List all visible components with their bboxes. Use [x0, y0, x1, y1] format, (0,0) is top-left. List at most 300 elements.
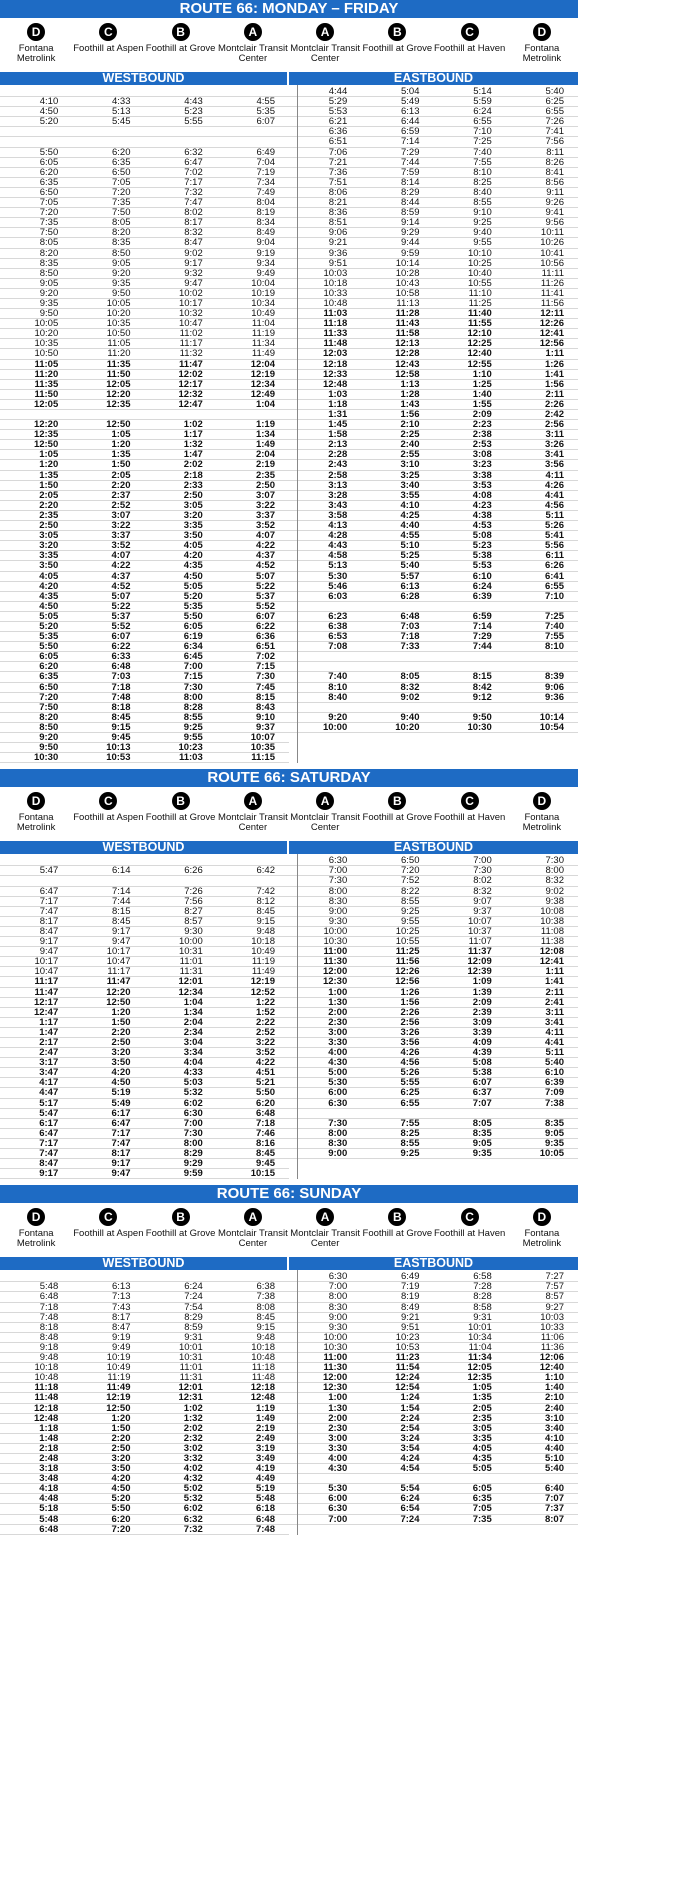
time-cell: 8:08: [256, 1301, 275, 1313]
time-cell: 10:23: [178, 742, 203, 754]
time-cell: 7:50: [39, 227, 59, 239]
time-cell: 6:22: [255, 620, 275, 632]
time-cell: 3:10: [544, 1412, 564, 1424]
time-cell: 6:37: [472, 1087, 492, 1099]
time-cell: 6:48: [255, 1513, 275, 1525]
time-cell: 4:41: [544, 1036, 564, 1048]
time-cell: 7:47: [39, 1148, 59, 1159]
time-cell: 6:53: [328, 631, 348, 643]
time-cell: 8:58: [473, 1301, 492, 1313]
time-cell: [0, 876, 72, 885]
time-cell: 6:33: [111, 651, 131, 663]
time-cell: 11:47: [106, 976, 131, 988]
time-cell: 11:23: [395, 1352, 420, 1364]
time-cell: [289, 662, 361, 671]
time-cell: 6:48: [400, 610, 420, 622]
time-cell: 8:19: [401, 1291, 420, 1303]
time-cell: 2:22: [255, 1016, 275, 1028]
stop-label: [72, 1208, 144, 1257]
time-cell: 8:20: [39, 247, 59, 259]
stop-label: [434, 1208, 506, 1257]
time-cell: 11:30: [323, 1362, 348, 1374]
time-cell: 1:20: [39, 459, 59, 471]
time-cell: 7:05: [472, 1503, 492, 1515]
time-cell: 12:50: [106, 1402, 131, 1414]
time-cell: 5:56: [544, 540, 564, 552]
time-cell: 11:05: [34, 358, 59, 370]
time-cell: 1:56: [544, 378, 564, 390]
time-cell: 4:05: [39, 570, 59, 582]
time-cell: 8:20: [112, 227, 131, 239]
time-cell: 1:40: [472, 388, 492, 400]
time-cell: 2:34: [183, 1026, 203, 1038]
time-cell: 2:28: [328, 449, 348, 461]
time-cell: [217, 876, 289, 885]
time-cell: 7:17: [111, 1127, 131, 1139]
time-cell: 12:06: [539, 1352, 564, 1364]
schedule-section: [0, 0, 578, 769]
time-cell: 4:55: [256, 96, 275, 108]
time-cell: 8:56: [545, 176, 564, 188]
time-cell: 11:05: [107, 338, 131, 350]
time-cell: 11:28: [395, 308, 420, 320]
time-cell: 11:47: [34, 986, 59, 998]
time-cell: 3:49: [255, 1452, 275, 1464]
time-cell: 10:03: [540, 1311, 564, 1323]
time-cell: 10:33: [323, 287, 348, 299]
time-cell: 7:28: [473, 1281, 492, 1293]
time-cell: 5:50: [39, 146, 59, 158]
time-cell: 1:18: [39, 1422, 59, 1434]
time-cell: 7:30: [183, 681, 203, 693]
time-cell: 12:40: [467, 348, 492, 360]
time-cell: 1:25: [472, 378, 492, 390]
time-cell: 12:05: [33, 398, 59, 410]
time-cell: 4:55: [400, 530, 420, 542]
time-cell: 7:24: [184, 1291, 203, 1303]
time-cell: 12:19: [250, 368, 275, 380]
time-cell: [72, 876, 144, 885]
stop-label: [145, 792, 217, 841]
time-cell: 1:20: [111, 439, 131, 451]
time-cell: 4:26: [400, 1047, 420, 1059]
time-cell: 12:09: [467, 956, 492, 968]
time-cell: 10:05: [539, 1148, 564, 1159]
time-cell: 6:42: [256, 865, 275, 877]
time-cell: 9:55: [473, 237, 492, 249]
time-cell: 8:10: [544, 641, 564, 653]
time-cell: 5:26: [400, 1067, 420, 1079]
time-cell: 5:45: [112, 116, 131, 128]
time-cell: 8:02: [473, 875, 492, 887]
time-cell: 10:47: [178, 318, 203, 330]
time-cell: 6:48: [111, 661, 131, 673]
time-cell: 6:24: [472, 580, 492, 592]
time-cell: 4:52: [255, 560, 275, 572]
time-cell: 3:11: [545, 1006, 564, 1018]
time-cell: 4:30: [328, 1057, 348, 1069]
time-cell: 3:25: [400, 469, 420, 481]
time-cell: 8:07: [544, 1513, 564, 1525]
time-cell: 12:11: [540, 308, 564, 320]
time-cell: 4:20: [111, 1067, 131, 1079]
stop-letter-badge: A: [316, 1208, 334, 1226]
time-cell: 5:38: [472, 1067, 492, 1079]
time-cell: 5:50: [111, 1503, 131, 1515]
time-cell: 9:40: [473, 227, 492, 239]
time-cell: 4:04: [183, 1057, 203, 1069]
stop-label: [434, 792, 506, 841]
time-cell: 10:30: [33, 752, 59, 764]
time-cell: 7:59: [401, 166, 420, 178]
time-cell: 7:17: [39, 1137, 59, 1149]
time-cell: 10:14: [395, 257, 420, 269]
table-row: [289, 1393, 578, 1403]
time-cell: 2:25: [400, 429, 420, 441]
time-cell: 9:00: [328, 905, 348, 917]
time-cell: 7:00: [328, 1281, 348, 1293]
time-cell: 9:25: [401, 905, 420, 917]
time-cell: 1:35: [472, 1392, 492, 1404]
time-cell: 4:22: [255, 1057, 275, 1069]
time-cell: 7:04: [256, 156, 275, 168]
time-cell: 10:49: [106, 1362, 131, 1374]
time-cell: 12:55: [467, 358, 492, 370]
time-cell: [289, 602, 361, 611]
stop-name: Foothill at Haven: [433, 1228, 506, 1240]
time-cell: 10:35: [106, 318, 131, 330]
time-cell: 7:17: [184, 176, 203, 188]
time-cell: 1:41: [544, 368, 564, 380]
time-cell: 12:56: [539, 338, 564, 350]
time-cell: 4:10: [400, 499, 420, 511]
time-cell: 7:33: [400, 641, 420, 653]
time-cell: 5:50: [39, 641, 59, 653]
time-cell: 12:17: [178, 378, 203, 390]
time-cell: 7:27: [545, 1271, 564, 1283]
time-cell: 7:08: [328, 641, 348, 653]
time-cell: 8:41: [545, 166, 564, 178]
time-cell: 3:48: [39, 1473, 59, 1485]
time-cell: 12:20: [106, 388, 131, 400]
time-cell: 11:10: [468, 287, 492, 299]
time-cell: 6:21: [328, 116, 348, 128]
time-cell: 12:33: [322, 368, 348, 380]
time-cell: 4:50: [111, 1077, 131, 1089]
time-cell: 11:08: [540, 925, 564, 937]
time-cell: 8:16: [255, 1137, 275, 1149]
time-cell: 4:48: [39, 1493, 59, 1505]
stop-letter-badge: B: [388, 1208, 406, 1226]
time-cell: 5:55: [184, 116, 203, 128]
section-title: ROUTE 66: SATURDAY: [0, 769, 578, 787]
time-cell: 5:50: [183, 610, 203, 622]
time-cell: 5:30: [328, 1483, 348, 1495]
westbound-label: WESTBOUND: [0, 72, 287, 85]
time-cell: 2:58: [328, 469, 348, 481]
time-cell: [145, 137, 217, 146]
time-cell: 11:41: [540, 287, 564, 299]
time-cell: 12:30: [322, 976, 348, 988]
time-cell: 5:41: [544, 530, 564, 542]
time-cell: 10:31: [178, 1352, 203, 1364]
time-cell: 12:05: [467, 1362, 492, 1374]
time-cell: 8:00: [545, 865, 564, 877]
time-cell: 4:44: [328, 86, 348, 97]
time-cell: 7:41: [545, 126, 564, 138]
time-cell: 1:52: [255, 1006, 275, 1018]
time-cell: 8:18: [111, 701, 131, 713]
time-cell: 1:48: [39, 1432, 59, 1444]
time-cell: 6:24: [473, 106, 492, 118]
time-cell: 8:49: [401, 1301, 420, 1313]
time-cell: 8:05: [112, 217, 131, 229]
time-cell: 10:19: [106, 1352, 131, 1364]
time-cell: 1:45: [328, 419, 348, 431]
table-row: [0, 1393, 289, 1403]
time-cell: 7:51: [328, 176, 348, 188]
time-cell: 11:11: [541, 267, 564, 279]
section-title: ROUTE 66: MONDAY – FRIDAY: [0, 0, 578, 18]
time-cell: 4:54: [400, 1463, 420, 1475]
time-cell: 4:05: [183, 540, 203, 552]
time-cell: 10:18: [251, 1341, 275, 1353]
eastbound-table: [289, 85, 578, 763]
time-cell: 7:00: [183, 1117, 203, 1129]
time-cell: 11:01: [179, 956, 203, 968]
time-cell: 6:05: [39, 651, 59, 663]
time-cell: 11:26: [540, 277, 564, 289]
time-cell: 8:17: [39, 915, 59, 927]
time-cell: 11:17: [107, 966, 131, 978]
time-cell: 3:35: [183, 520, 203, 532]
time-cell: 9:49: [112, 1341, 131, 1353]
time-cell: 8:50: [39, 267, 59, 279]
time-cell: 5:46: [328, 580, 348, 592]
eastbound-label: EASTBOUND: [289, 841, 578, 854]
time-cell: 1:41: [544, 976, 564, 988]
time-cell: 8:06: [328, 186, 348, 198]
time-cell: 11:00: [323, 1352, 348, 1364]
time-cell: 2:50: [111, 1442, 131, 1454]
stop-label: [289, 792, 361, 841]
time-cell: 1:18: [328, 398, 348, 410]
time-cell: 8:22: [401, 885, 420, 897]
time-cell: 5:03: [183, 1077, 203, 1089]
time-cell: 6:20: [39, 166, 59, 178]
time-cell: 3:07: [255, 489, 275, 501]
time-cell: 11:49: [251, 348, 275, 360]
time-cell: 4:02: [183, 1463, 203, 1475]
time-cell: 12:32: [178, 388, 203, 400]
time-cell: 2:02: [183, 1422, 203, 1434]
time-cell: 1:02: [183, 419, 203, 431]
stop-letter-badge: B: [172, 1208, 190, 1226]
time-cell: 3:20: [111, 1452, 131, 1464]
time-cell: 11:47: [178, 358, 203, 370]
time-cell: 4:22: [255, 540, 275, 552]
time-cell: 7:40: [544, 620, 564, 632]
time-cell: 9:11: [546, 186, 564, 198]
time-cell: 12:41: [539, 956, 564, 968]
time-cell: 6:51: [328, 136, 348, 148]
time-cell: 8:55: [400, 1137, 420, 1149]
time-cell: 4:41: [544, 489, 564, 501]
time-cell: 6:25: [400, 1087, 420, 1099]
time-cell: [289, 703, 361, 712]
time-cell: 12:40: [539, 1362, 564, 1374]
time-cell: 11:38: [540, 936, 564, 948]
time-cell: 6:55: [400, 1097, 420, 1109]
time-cell: 2:42: [544, 409, 564, 420]
stop-label: [506, 23, 578, 72]
time-cell: 7:03: [111, 671, 131, 683]
time-cell: 2:05: [39, 489, 59, 501]
time-cell: 8:59: [401, 207, 420, 219]
time-cell: 4:43: [184, 96, 203, 108]
time-cell: 3:22: [255, 499, 275, 511]
time-cell: 7:56: [545, 136, 564, 148]
time-cell: 4:52: [111, 580, 131, 592]
time-cell: 7:32: [183, 1523, 203, 1535]
time-cell: 4:32: [183, 1473, 203, 1485]
time-cell: 9:20: [39, 287, 59, 299]
time-cell: 1:11: [545, 348, 564, 360]
time-cell: 7:35: [39, 217, 59, 229]
time-cell: 3:20: [111, 1047, 131, 1059]
time-cell: [289, 1109, 361, 1118]
time-cell: 9:26: [545, 197, 564, 209]
time-cell: 9:15: [111, 721, 131, 733]
time-cell: 8:17: [184, 217, 203, 229]
time-cell: 8:05: [472, 1117, 492, 1129]
time-cell: 1:26: [400, 986, 420, 998]
time-cell: 8:32: [545, 875, 564, 887]
time-cell: 10:35: [34, 338, 59, 350]
stop-label: [289, 23, 361, 72]
time-cell: 5:49: [401, 96, 420, 108]
time-cell: 7:38: [256, 1291, 275, 1303]
time-cell: 6:24: [400, 1493, 420, 1505]
time-cell: [217, 127, 289, 136]
time-cell: 2:20: [111, 1432, 131, 1444]
time-cell: 6:23: [328, 610, 348, 622]
time-cell: 10:53: [395, 1341, 420, 1353]
time-cell: 7:19: [256, 166, 275, 178]
time-cell: 4:38: [472, 509, 492, 521]
time-cell: 8:25: [473, 176, 492, 188]
time-cell: 10:34: [251, 297, 275, 309]
time-cell: 6:55: [544, 580, 564, 592]
time-cell: 5:21: [255, 1077, 275, 1089]
time-cell: 4:53: [472, 520, 492, 532]
time-cell: 3:37: [111, 530, 131, 542]
time-cell: 5:20: [39, 620, 59, 632]
time-cell: 11:35: [34, 378, 59, 390]
time-cell: [72, 856, 144, 865]
time-cell: 3:05: [183, 499, 203, 511]
time-cell: 7:36: [328, 166, 348, 178]
time-cell: 9:34: [256, 257, 275, 269]
time-cell: 6:05: [39, 156, 59, 168]
time-cell: 5:26: [544, 520, 564, 532]
time-cell: [217, 1272, 289, 1281]
time-cell: 9:55: [401, 915, 420, 927]
time-cell: 9:06: [328, 227, 348, 239]
time-cell: 6:59: [401, 126, 420, 138]
time-cell: 6:24: [184, 1281, 203, 1293]
time-cell: 11:50: [34, 388, 59, 400]
time-cell: 10:01: [467, 1321, 492, 1333]
time-cell: 7:55: [400, 1117, 420, 1129]
time-cell: 6:14: [112, 865, 131, 877]
time-cell: 7:44: [472, 641, 492, 653]
time-cell: 7:29: [472, 631, 492, 643]
time-cell: 8:05: [39, 237, 59, 249]
time-cell: 9:17: [39, 936, 59, 948]
time-cell: 9:02: [184, 247, 203, 259]
time-cell: 8:00: [328, 1291, 348, 1303]
time-cell: 9:00: [328, 1311, 348, 1323]
time-cell: 3:11: [545, 429, 564, 441]
time-cell: 2:00: [328, 1412, 348, 1424]
time-cell: 7:45: [255, 681, 275, 693]
time-cell: 6:05: [472, 1483, 492, 1495]
time-cell: 5:07: [255, 570, 275, 582]
time-cell: 12:35: [106, 398, 131, 410]
stop-label: [217, 1208, 289, 1257]
time-cell: 12:00: [322, 1372, 348, 1384]
time-cell: [361, 703, 433, 712]
time-cell: 1:00: [328, 986, 348, 998]
stop-label: [506, 792, 578, 841]
time-cell: 4:35: [39, 590, 59, 602]
time-cell: 1:40: [544, 1382, 564, 1394]
time-cell: 1:34: [183, 1006, 203, 1018]
time-cell: 1:32: [183, 1412, 203, 1424]
time-cell: 3:07: [111, 509, 131, 521]
time-cell: 3:52: [255, 1047, 275, 1059]
time-cell: 7:00: [328, 865, 348, 877]
time-cell: 10:32: [178, 308, 203, 320]
time-cell: [72, 87, 144, 96]
time-cell: 6:13: [400, 580, 420, 592]
time-cell: 9:30: [184, 925, 203, 937]
time-cell: 7:48: [39, 1311, 59, 1323]
time-cell: 11:31: [179, 966, 203, 978]
time-cell: 4:28: [328, 530, 348, 542]
table-row: [289, 1515, 578, 1525]
time-cell: 9:59: [183, 1168, 203, 1180]
time-cell: 6:47: [39, 1127, 59, 1139]
stop-name: Foothill at Haven: [433, 43, 506, 54]
table-row: [0, 753, 289, 763]
time-cell: 1:49: [255, 439, 275, 451]
stop-letter-badge: A: [244, 1208, 262, 1226]
time-cell: 4:50: [39, 106, 59, 118]
time-cell: 7:30: [545, 855, 564, 867]
stop-letter-badge: B: [172, 792, 190, 810]
time-cell: 2:13: [328, 439, 348, 451]
time-cell: 3:52: [255, 520, 275, 532]
time-cell: 10:50: [106, 328, 131, 340]
time-cell: 3:05: [472, 1422, 492, 1434]
time-cell: 9:17: [112, 925, 131, 937]
time-cell: 5:11: [545, 1047, 564, 1059]
time-cell: 11:48: [323, 338, 348, 350]
time-cell: 3:00: [328, 1432, 348, 1444]
time-cell: 7:15: [183, 671, 203, 683]
